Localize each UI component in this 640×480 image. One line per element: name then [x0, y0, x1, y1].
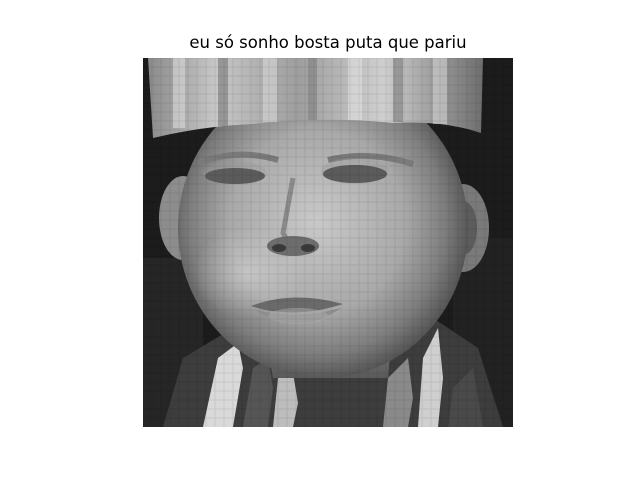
grayscale-face-photo-icon [143, 58, 513, 427]
face-image [143, 58, 513, 427]
figure-title: eu só sonho bosta puta que pariu [189, 33, 467, 52]
